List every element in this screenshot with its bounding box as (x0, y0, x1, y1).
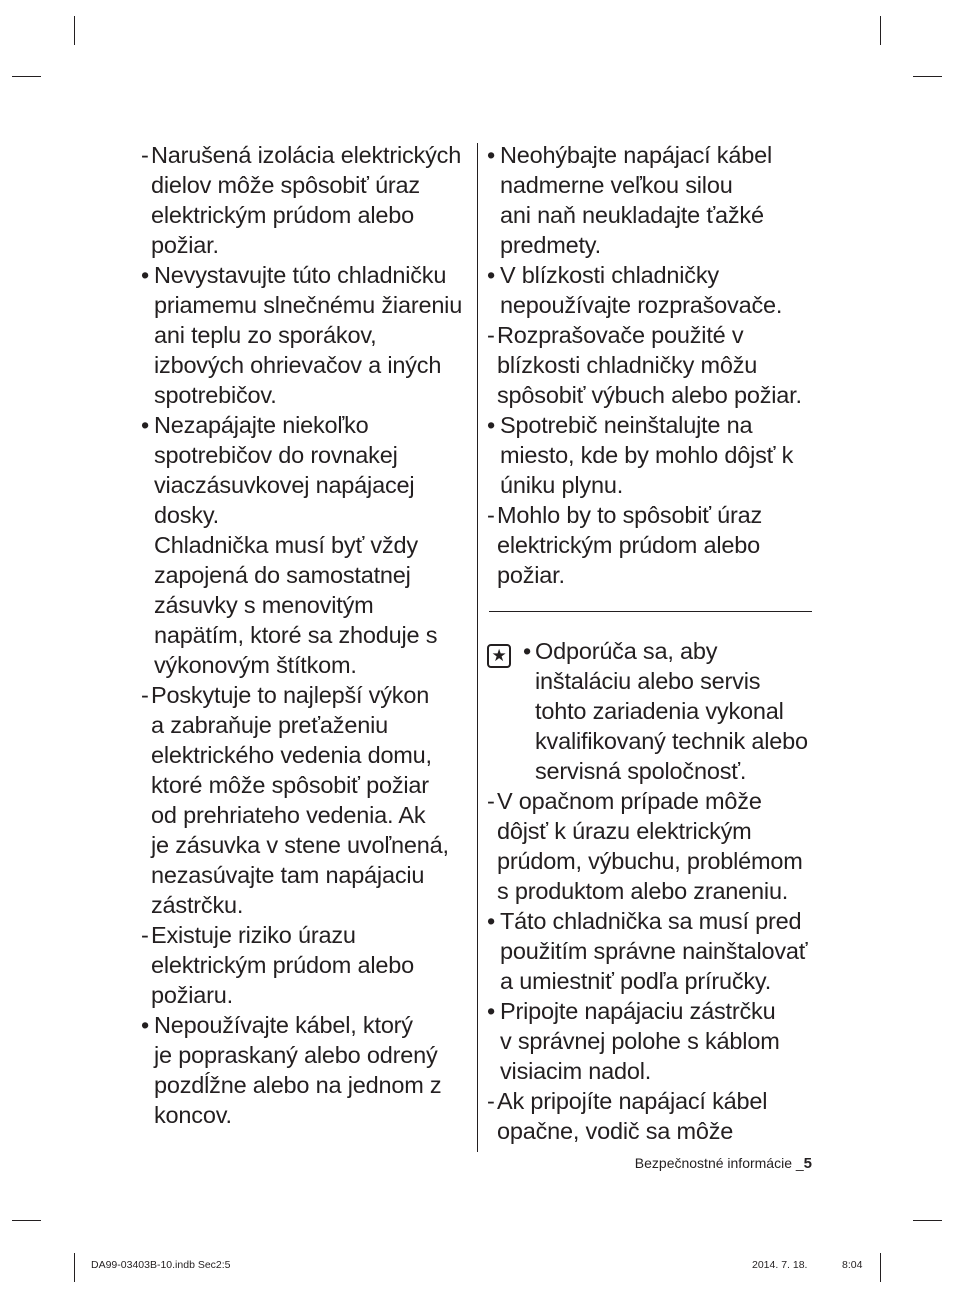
right-column (487, 140, 817, 1146)
text-line: Odporúča sa, aby (535, 638, 718, 664)
dash-paragraph (141, 680, 471, 920)
text-line: spôsobiť výbuch alebo požiar. (497, 382, 802, 408)
text-line: požiar. (151, 232, 219, 258)
crop-mark (12, 1220, 41, 1221)
text-line: výkonovým štítkom. (154, 652, 357, 678)
text-line: je popraskaný alebo odrený (154, 1042, 438, 1068)
text-line: V opačnom prípade môže (497, 788, 762, 814)
text-line: dôjsť k úrazu elektrickým (497, 818, 752, 844)
bullet-paragraph (487, 996, 817, 1086)
text-line: požiar. (497, 562, 565, 588)
text-line: miesto, kde by mohlo dôjsť k (500, 442, 794, 468)
crop-mark (913, 76, 942, 77)
bullet-marker: • (487, 412, 496, 438)
text-line: Neohýbajte napájací kábel (500, 142, 772, 168)
dash-marker: - (141, 922, 149, 948)
text-line: izbových ohrievačov a iných (154, 352, 442, 378)
text-line: napätím, ktoré sa zhoduje s (154, 622, 438, 648)
text-line: Narušená izolácia elektrických (151, 142, 462, 168)
text-line: je zásuvka v stene uvoľnená, (151, 832, 449, 858)
text-line: zásuvky s menovitým (154, 592, 374, 618)
dash-marker: - (487, 1088, 495, 1114)
bullet-paragraph (487, 260, 817, 320)
text-line: v správnej polohe s káblom (500, 1028, 780, 1054)
text-line: koncov. (154, 1102, 232, 1128)
text-line: Spotrebič neinštalujte na (500, 412, 753, 438)
bullet-paragraph (141, 260, 471, 410)
dash-paragraph (487, 1086, 817, 1146)
text-line: nezasúvajte tam napájaciu (151, 862, 425, 888)
text-line: elektrického vedenia domu, (151, 742, 432, 768)
text-line: zapojená do samostatnej (154, 562, 411, 588)
text-line: opačne, vodič sa môže (497, 1118, 734, 1144)
note-paragraph (487, 636, 817, 786)
text-line: elektrickým prúdom alebo (497, 532, 760, 558)
bullet-marker: • (487, 908, 496, 934)
text-line: spotrebičov. (154, 382, 277, 408)
crop-mark (74, 1253, 75, 1282)
print-slug-file: DA99-03403B-10.indb Sec2:5 (91, 1259, 231, 1271)
bullet-marker: • (141, 1012, 150, 1038)
text-line: prúdom, výbuchu, problémom (497, 848, 803, 874)
bullet-marker: • (141, 262, 150, 288)
text-line: Nevystavujte túto chladničku (154, 262, 447, 288)
crop-mark (74, 16, 75, 45)
text-line: dosky. (154, 502, 219, 528)
text-line: inštaláciu alebo servis (535, 668, 761, 694)
print-slug-date: 2014. 7. 18. (752, 1259, 808, 1271)
text-line: nadmerne veľkou silou (500, 172, 733, 198)
bullet-marker: • (523, 638, 532, 664)
text-line: Rozprašovače použité v (497, 322, 744, 348)
footer-section-title: Bezpečnostné informácie _ (634, 1155, 804, 1171)
column-divider (477, 143, 478, 1152)
text-line: priamemu slnečnému žiareniu (154, 292, 463, 318)
text-line: Mohlo by to spôsobiť úraz (497, 502, 763, 528)
text-line: elektrickým prúdom alebo (151, 952, 414, 978)
page-footer (635, 1155, 812, 1172)
text-line: s produktom alebo zraneniu. (497, 878, 789, 904)
text-line: tohto zariadenia vykonal (535, 698, 784, 724)
text-line: a umiestniť podľa príručky. (500, 968, 772, 994)
text-line: spotrebičov do rovnakej (154, 442, 398, 468)
crop-mark (880, 16, 881, 45)
print-slug-time: 8:04 (842, 1259, 863, 1271)
bullet-marker: • (487, 998, 496, 1024)
crop-mark (913, 1220, 942, 1221)
bullet-paragraph (141, 1010, 471, 1130)
text-line: pozdĺžne alebo na jednom z (154, 1072, 442, 1098)
text-line: ani teplu zo sporákov, (154, 322, 377, 348)
bullet-paragraph (487, 140, 817, 260)
text-line: a zabraňuje preťaženiu (151, 712, 388, 738)
text-line: použitím správne nainštalovať (500, 938, 808, 964)
dash-marker: - (487, 502, 495, 528)
dash-paragraph (141, 140, 471, 260)
star-icon: ★ (487, 644, 511, 668)
text-line: elektrickým prúdom alebo (151, 202, 414, 228)
text-line: ktoré môže spôsobiť požiar (151, 772, 429, 798)
text-line: zástrčku. (151, 892, 244, 918)
dash-paragraph (487, 786, 817, 906)
text-line: ani naň neukladajte ťažké (500, 202, 764, 228)
crop-mark (880, 1253, 881, 1282)
bullet-marker: • (487, 142, 496, 168)
text-line: predmety. (500, 232, 601, 258)
text-line: kvalifikovaný technik alebo (535, 728, 808, 754)
crop-mark (12, 76, 41, 77)
text-line: blízkosti chladničky môžu (497, 352, 758, 378)
dash-paragraph (487, 500, 817, 590)
text-line: Ak pripojíte napájací kábel (497, 1088, 768, 1114)
text-line: Existuje riziko úrazu (151, 922, 356, 948)
text-line: Nezapájajte niekoľko (154, 412, 369, 438)
text-line: úniku plynu. (500, 472, 624, 498)
text-line: nepoužívajte rozprašovače. (500, 292, 783, 318)
dash-marker: - (487, 322, 495, 348)
bullet-paragraph (141, 410, 471, 680)
bullet-paragraph (487, 906, 817, 996)
text-line: dielov môže spôsobiť úraz (151, 172, 420, 198)
bullet-marker: • (141, 412, 150, 438)
text-line: servisná spoločnosť. (535, 758, 747, 784)
dash-marker: - (141, 682, 149, 708)
bullet-paragraph (487, 410, 817, 500)
dash-paragraph (487, 320, 817, 410)
text-line: Nepoužívajte kábel, ktorý (154, 1012, 413, 1038)
bullet-marker: • (487, 262, 496, 288)
text-line: Pripojte napájaciu zástrčku (500, 998, 776, 1024)
text-line: Chladnička musí byť vždy (154, 532, 418, 558)
left-column (141, 140, 471, 1130)
text-line: od prehriateho vedenia. Ak (151, 802, 426, 828)
dash-marker: - (141, 142, 149, 168)
text-line: Poskytuje to najlepší výkon (151, 682, 430, 708)
text-line: V blízkosti chladničky (500, 262, 719, 288)
text-line: požiaru. (151, 982, 234, 1008)
text-line: visiacim nadol. (500, 1058, 652, 1084)
dash-paragraph (141, 920, 471, 1010)
dash-marker: - (487, 788, 495, 814)
text-line: Táto chladnička sa musí pred (500, 908, 802, 934)
page-number: 5 (803, 1155, 812, 1172)
text-line: viaczásuvkovej napájacej (154, 472, 415, 498)
